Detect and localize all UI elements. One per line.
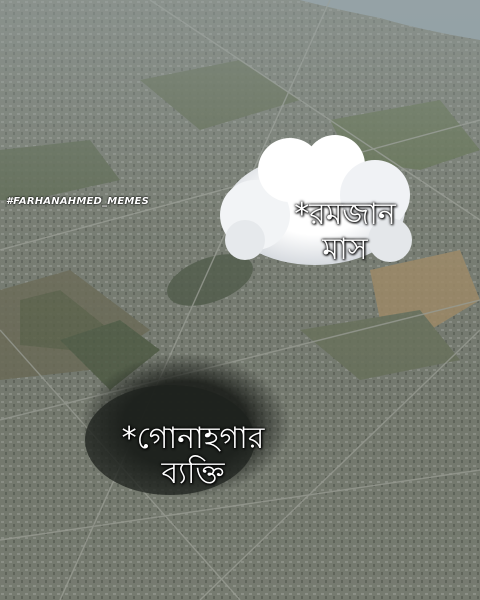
shadow-caption: *গোনাহগার ব্যক্তি xyxy=(121,421,265,491)
watermark-text: #FARHANAHMED_MEMES xyxy=(6,196,149,207)
cloud-caption: *রমজান মাস xyxy=(294,197,396,267)
